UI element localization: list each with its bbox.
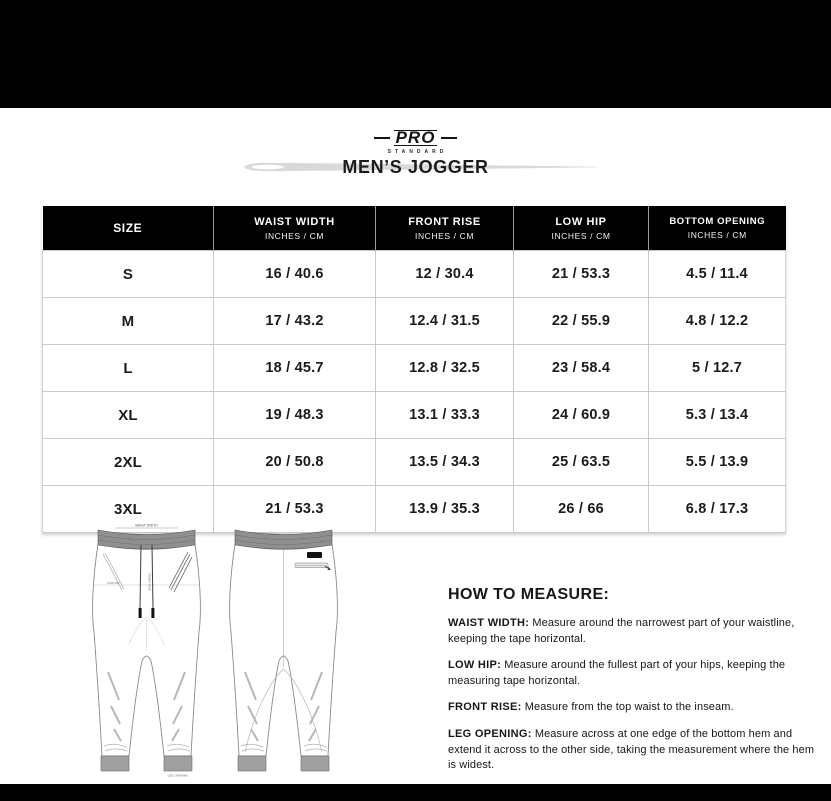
- table-row: [43, 345, 786, 392]
- jogger-illustration: [85, 522, 345, 780]
- header-front-rise: [376, 206, 514, 251]
- measure-term: FRONT RISE:: [448, 701, 522, 714]
- diagram-leg-opening-label: LEG OPENING: [167, 773, 189, 778]
- header-low-hip-units: INCHES / CM: [551, 230, 611, 241]
- cell-front-rise: 13.9 / 35.3: [376, 486, 514, 533]
- how-to-measure-heading: HOW TO MEASURE:: [448, 586, 610, 603]
- top-black-band: [0, 0, 831, 108]
- back-left-cuff: [238, 756, 266, 771]
- measure-description: Measure around the narrowest part of your waistline, keeping the tape horizontal.: [448, 617, 795, 645]
- cell-size: S: [43, 251, 214, 298]
- header-bottom-opening: [649, 206, 786, 251]
- cell-waist-width: 18 / 45.7: [214, 345, 376, 392]
- brand-logo: [0, 126, 831, 155]
- header-bottom-opening-units: INCHES / CM: [687, 230, 747, 240]
- measure-item-front-rise: [448, 700, 823, 716]
- logo-speed-line-left: [374, 137, 390, 139]
- cell-bottom-opening: 5 / 12.7: [649, 345, 786, 392]
- cell-waist-width: 17 / 43.2: [214, 298, 376, 345]
- table-row: [43, 298, 786, 345]
- measure-description: Measure from the top waist to the inseam.: [521, 701, 734, 714]
- header-size-label: SIZE: [113, 221, 143, 235]
- jogger-back-view: [230, 530, 338, 771]
- cell-low-hip: 25 / 63.5: [514, 439, 649, 486]
- cell-size: 3XL: [43, 486, 214, 533]
- cell-bottom-opening: 5.5 / 13.9: [649, 439, 786, 486]
- measure-item-low-hip: [448, 658, 823, 689]
- brand-name: PRO: [395, 128, 436, 147]
- cell-low-hip: 26 / 66: [514, 486, 649, 533]
- measure-description: Measure across at one edge of the bottom hem and extend it across to the other side, taking the measurement where the hem is widest.: [448, 728, 815, 772]
- drawstring-aglet-right: [151, 608, 154, 618]
- cell-front-rise: 12.4 / 31.5: [376, 298, 514, 345]
- measure-item-leg-opening: [448, 727, 823, 774]
- cell-bottom-opening: 4.5 / 11.4: [649, 251, 786, 298]
- measure-description: Measure around the fullest part of your hips, keeping the measuring tape horizontal.: [448, 659, 786, 687]
- cell-bottom-opening: 4.8 / 12.2: [649, 298, 786, 345]
- size-chart-table: [42, 206, 786, 533]
- cell-low-hip: 21 / 53.3: [514, 251, 649, 298]
- header-low-hip: [514, 206, 649, 251]
- diagram-front-rise-label: FRONT RISE: [147, 572, 152, 592]
- diagram-low-hip-label: LOW HIP: [107, 581, 120, 585]
- header-waist-width: [214, 206, 376, 251]
- table-row: [43, 392, 786, 439]
- back-right-cuff: [301, 756, 329, 771]
- cell-size: L: [43, 345, 214, 392]
- page-title: MEN’S JOGGER: [342, 157, 489, 177]
- header-front-rise-units: INCHES / CM: [414, 230, 475, 241]
- cell-front-rise: 12 / 30.4: [376, 251, 514, 298]
- header-front-rise-label: FRONT RISE: [408, 215, 481, 228]
- cell-waist-width: 21 / 53.3: [214, 486, 376, 533]
- cell-bottom-opening: 5.3 / 13.4: [649, 392, 786, 439]
- measure-term: LOW HIP:: [448, 659, 502, 672]
- cell-low-hip: 23 / 58.4: [514, 345, 649, 392]
- measure-term: LEG OPENING:: [448, 728, 532, 741]
- front-left-cuff: [101, 756, 129, 771]
- measure-term: WAIST WIDTH:: [448, 617, 530, 629]
- table-row: [43, 251, 786, 298]
- bottom-black-band: [0, 784, 831, 801]
- header-size: [43, 206, 214, 251]
- header-waist-width-units: INCHES / CM: [264, 230, 325, 241]
- cell-low-hip: 24 / 60.9: [514, 392, 649, 439]
- header-waist-width-label: WAIST WIDTH: [254, 215, 335, 228]
- cell-size: XL: [43, 392, 214, 439]
- cell-front-rise: 13.5 / 34.3: [376, 439, 514, 486]
- cell-waist-width: 16 / 40.6: [214, 251, 376, 298]
- cell-size: M: [43, 298, 214, 345]
- back-pocket-tag: [307, 552, 322, 558]
- measure-item-waist-width: [448, 616, 823, 647]
- header-bottom-opening-label: BOTTOM OPENING: [669, 216, 766, 227]
- front-right-cuff: [164, 756, 192, 771]
- cell-front-rise: 12.8 / 32.5: [376, 345, 514, 392]
- cell-front-rise: 13.1 / 33.3: [376, 392, 514, 439]
- back-zipper-pocket: [295, 563, 328, 568]
- cell-bottom-opening: 6.8 / 17.3: [649, 486, 786, 533]
- cell-waist-width: 20 / 50.8: [214, 439, 376, 486]
- table-row: [43, 439, 786, 486]
- jogger-front-view: [93, 524, 201, 778]
- diagram-waist-width-label: WAIST WIDTH: [135, 523, 158, 528]
- cell-size: 2XL: [43, 439, 214, 486]
- cell-waist-width: 19 / 48.3: [214, 392, 376, 439]
- logo-speed-line-right: [441, 137, 457, 139]
- brand-subname: STANDARD: [387, 149, 448, 155]
- brand-logo-wordmark: [374, 130, 458, 146]
- header-low-hip-label: LOW HIP: [555, 215, 607, 228]
- size-chart-header-row: [43, 206, 786, 251]
- drawstring-aglet-left: [139, 608, 142, 618]
- cell-low-hip: 22 / 55.9: [514, 298, 649, 345]
- how-to-measure-section: [448, 586, 823, 785]
